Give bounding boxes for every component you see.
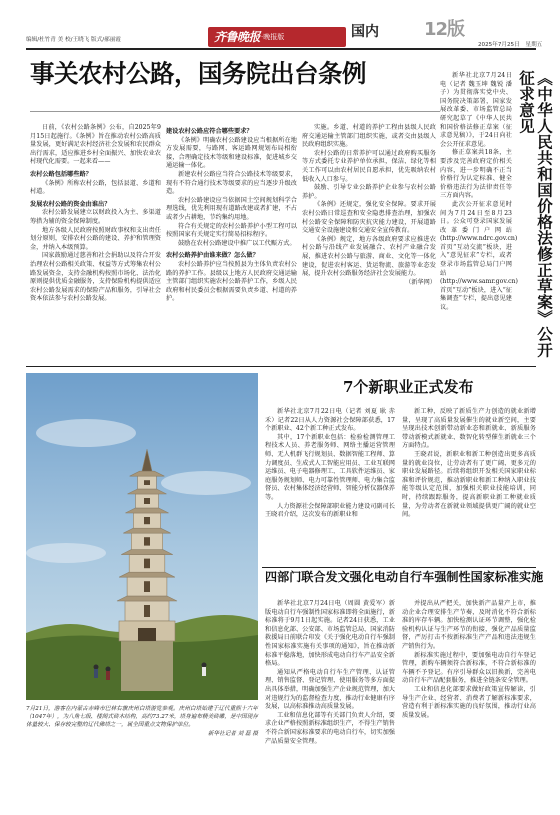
paragraph: 王晓君说，新职业和新工种创造出更多高质量的就业岗位，让劳动者有了更广阔、更多元的职业发展路径。后续将组织开发相关国家职业标准和评价规范，推动新职业和新工种纳入职业技能等级认定范围，加强相关职业技能培训，同时，持续跟踪服务，提高新职业新工种就业质量，为劳动者在新就业领域提供更广阔的就业空间。 <box>402 450 536 519</box>
paragraph: 此次公开征求意见时间为7月24日至8月23日。公众可登录国家发展改革委门户网站(http://www.ndrc.gov.cn)首页“互动交流”板块，进入“意见征求”专栏，或者登录市场监管总局门户网站(http://www.samr.gov.cn)首页“互动”板块，进入“征集调查”专栏，提出意见建议。 <box>440 200 518 312</box>
pagoda-photo-svg <box>26 373 258 700</box>
pagoda-window <box>144 605 150 617</box>
mid-rule <box>26 366 536 367</box>
pagoda-window <box>144 517 150 524</box>
paragraph: 鼓励在农村公路建设中推广以工代赈方式。 <box>178 239 296 247</box>
pagoda-photo <box>26 373 258 700</box>
ebike-headline: 四部门联合发文强化电动自行车强制性国家标准实施 <box>265 570 544 584</box>
date-text: 2025年7月25日 <box>478 42 520 48</box>
paragraph: 实施。乡道、村道的养护工程由县级人民政府交通运输主管部门组织实施，或者交由县级人民政府组织实施。 <box>302 124 436 149</box>
ebike-col-1 <box>265 600 395 746</box>
masthead-logo: 齐鲁晚报 <box>214 29 261 44</box>
jobs-rule <box>262 567 536 568</box>
pagoda-window <box>144 581 150 592</box>
paragraph: 国家鼓励通过慈善和社会捐助以及符合开发治理农村公路相关政策、权益等方式筹集农村公路发展资金，支持金融机构按照市场化、法治化原则提供优质金融服务，支持保险机构提供适应农村公路发展需求的保险产品和服务，引导社会资本依法参与农村公路发展。 <box>30 252 161 303</box>
paragraph: 《条例》规定，地方各级政府要求应推进农村公路与沿线产业发展融合、农村产业融合发展，推进农村公路与旅游、商业、文化等一体化建设，促进农村客运、货运物流、旅游等业态发展，提升农村公路服务经济社会发展能力。 <box>302 235 436 278</box>
paragraph: 地方各级人民政府按照财政事权和支出责任划分原则，安排农村公路的建设、养护和管理资金，并纳入本级预算。 <box>30 226 161 251</box>
paragraph: 符合有关规定的农村公路养护小型工程可以按照国家有关规定实行简易招标程序。 <box>166 222 297 239</box>
pagoda-window <box>144 537 150 545</box>
price-body <box>440 72 518 313</box>
weekday-text: 星期五 <box>525 42 543 48</box>
masthead <box>208 27 346 47</box>
paragraph: 新华社北京7月22日电（记者 刘夏 耿 赤 禾）记者22日从人力资源社会保障部获悉，17个新职业、42个新工种正式发布。 <box>265 408 395 433</box>
price-headline: 《中华人民共和国价格法修正草案》公开征求意见 <box>517 70 554 358</box>
paragraph: 农村公路养护应当按照县为主体负责农村公路的养护工作。县级以上地方人民政府交通运输主管部门组织实施农村公路养护工作，乡级人民政府和村民委员会根据需要负责乡道、村道的养护。 <box>166 260 297 303</box>
subheading: 农村公路养护由谁来做？怎么做？ <box>166 252 259 260</box>
roads-col-2 <box>166 124 297 304</box>
paragraph: 其中，17个新职业包括：检验检测管理工程技术人员、养老服务师、网络主播运营管理师、无人机群飞行规划员、数据智能工程师、算力调度员、生成式人工智能应用员、工业互联网运维员、电子电器修理工、工具软件运维员、家庭服务规划师、电力可靠性管理师、电力集合监督员、农村集体经济经营师、智能分析仪器保养等。 <box>265 433 395 501</box>
paragraph: 日前，《农村公路条例》公布，自2025年9月15日起施行。《条例》旨在推动农村公路高质量发展，更好满足农村经济社会发展和农民群众出行需求，适应推进乡村全面振兴、加快农业农村现代化需要。一起来看—— <box>30 124 161 166</box>
pagoda-window <box>144 559 150 569</box>
pagoda-window <box>144 498 150 504</box>
editor-credits: 编辑/杜竹青 美 校/王晓飞 版式/郝丽霞 <box>26 37 121 43</box>
paragraph: 《条例》还规定，强化安全保障。要求开展农村公路日常巡查和安全隐患排查治理，加强农村公路安全保障和防灾抗灾能力建设，开展道路交通安全设施建设和交通安全宣传教育。 <box>302 201 436 235</box>
paragraph: 工业和信息化部要求做好政策宣传解读，引导生产企业、经营者、消费者了解新标准要求，营造有利于新标准实施的良好氛围，推动行业高质量发展。 <box>402 685 536 719</box>
paragraph: 新工种，反映了新质生产力创造的就业新增量，呈现了高质量发展催生的就业新空间，主要呈现出技术创新带动新业态和新就业、新质服务带动新模式新就业、数智化转型催生新就业三个方面特点。 <box>402 408 536 450</box>
paragraph: 工业和信息化部等有关部门负责人介绍，要求企业严格按照新标准组织生产，不得生产销售不符合新国家标准要求的电动自行车，切实加强产品质量安全管理。 <box>265 711 395 745</box>
subheading: 农村公路包括哪些路？ <box>30 170 92 178</box>
paragraph: 农村公路发展建立以财政投入为主、多渠道筹措为辅的资金保障制度。 <box>30 209 161 225</box>
paragraph: 新建农村公路应当符合公路技术等级要求，现有不符合通行技术等级要求的应当逐步升级改造。 <box>166 170 297 196</box>
photo-credit: 新华社记者 刘 磊 摄 <box>207 731 258 737</box>
ebike-col-2 <box>402 600 536 720</box>
pagoda-window <box>144 480 150 485</box>
paragraph: （新华网） <box>405 278 436 286</box>
subheading: 发展农村公路的资金由谁出？ <box>30 200 111 208</box>
paragraph: 人力资源社会保障部职业能力建设司副司长王晓君介绍，这次发布的新职业和 <box>265 502 395 519</box>
photo-caption-text: 7月21日，游客在内蒙古赤峰市巴林右旗庆州白塔游览参观。庆州白塔始建于辽代重熙十六年（1047年），为八角七级、楼阁式砖木结构，高约73.27米，塔身遍布精美砖雕，是中国现存体量较大、保存较完整的辽代佛塔之一，属全国重点文物保护单位。 <box>26 706 258 728</box>
paragraph: 通知从严格电动自行车生产管理、认证管理、销售监督、登记管理、使用服务等多方面提出具体举措，明确加强生产企业规范管理，加大对违规行为的监督检查力度，推动行业健康有序发展，以高标准推动高质量发展。 <box>265 668 395 711</box>
pagoda-eave <box>117 596 177 601</box>
pagoda-eave <box>119 572 175 577</box>
roads-col-1 <box>30 124 161 304</box>
paragraph: 并提出从严把关，加快新产品量产上市，推动企业合理安排生产节奏，及时消化不符合新标准的库存车辆。加快检测认证环节调整，强化检验机构认证与生产环节的衔接，强化产品质量监督，严厉打击不按新标准生产产品和违法违规生产销售行为。 <box>402 600 536 650</box>
paragraph: 鼓励、引导专业公路养护企业参与农村公路养护。 <box>302 184 436 200</box>
paragraph: 新华社北京7月24日电（周圆 黄爱军）新版电动自行车强制性国家标准即将全面施行，新标准将于9月1日起实施。记者24日获悉，工业和信息化部、公安部、市场监管总局、国家消防救援局日前联合印发《关于强化电动自行车强制性国家标准实施有关事项的通知》，旨在推动新标准平稳落地，加快形成电动自行车产品安全新格局。 <box>265 600 395 668</box>
header-rule <box>26 48 536 50</box>
roads-col-3 <box>302 124 436 287</box>
roads-headline: 事关农村公路，国务院出台条例 <box>30 59 366 88</box>
jobs-col-1 <box>265 408 395 520</box>
subheading: 建设农村公路应符合哪些要求？ <box>166 128 253 135</box>
paragraph: 《条例》明确农村公路建设应当根据所在地方发展需要，与路网、客运路网规划布局相衔接，合理确定技术等级和建设标准，促进城乡交通运输一体化。 <box>166 136 297 170</box>
paragraph: 农村公路的日常养护可以通过政府购买服务等方式委托专业养护单位承担，保洁、绿化等相关工作可以由农村居民自愿承担，优先吸纳农村低收入人口参与。 <box>302 149 436 183</box>
paragraph: 修正草案共18条，主要涉及完善政府定价相关内容，进一步明确不正当价格行为认定标准、健全价格违法行为法律责任等三方面内容。 <box>440 149 512 200</box>
section-label: 国内 <box>351 24 379 40</box>
jobs-headline: 7个新职业正式发布 <box>343 378 474 396</box>
paragraph: 新华社北京7月24日电（记者 魏玉坤 魏锐 潘子）为贯彻落实党中央、国务院决策部署，国家发展改革委、市场监管总局研究起草了《中华人民共和国价格法修正草案（征求意见稿）》，于24日向社会公开征求意见。 <box>440 72 512 148</box>
paragraph: 新标准实施过程中，要加强电动自行车登记管理，新购车辆须符合新标准，不符合新标准的车辆不予登记。有序引导群众以旧换新，完善电动自行车产品配套服务，推进全链条安全管理。 <box>402 651 536 685</box>
roads-title-underline <box>30 111 440 112</box>
jobs-col-2 <box>402 408 536 520</box>
paragraph: 农村公路建设应当依据国土空间规划科学合理选线，优先利用现有道路改建或者扩建，不占或者少占耕地，节约集约用地。 <box>166 196 297 221</box>
paragraph: 《条例》所称农村公路，包括县道、乡道和村道。 <box>30 179 161 196</box>
photo-caption <box>26 705 258 738</box>
masthead-subtitle: ·晚报版 <box>261 32 285 41</box>
page-number: 12版 <box>424 19 465 40</box>
